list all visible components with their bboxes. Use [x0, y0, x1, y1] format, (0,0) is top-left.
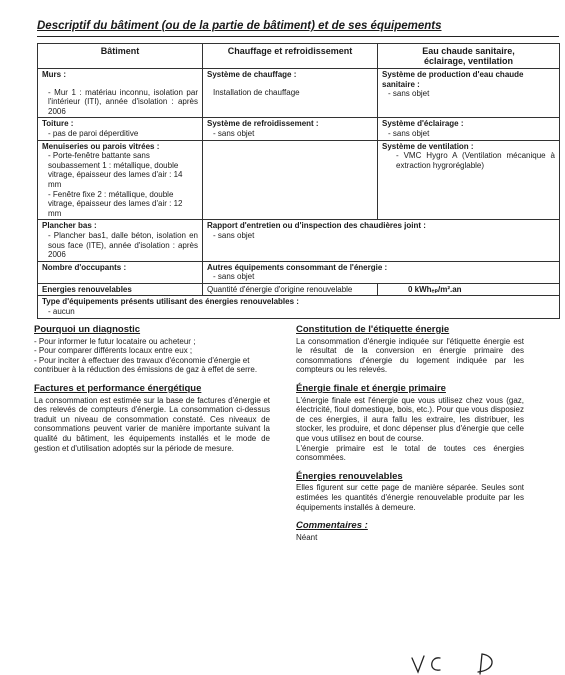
- toiture-label: Toiture :: [42, 119, 74, 129]
- handwritten-initials-signature: [408, 650, 498, 675]
- table-header-row: [38, 44, 560, 69]
- header-batiment: Bâtiment: [38, 44, 203, 69]
- pourquoi-body: - Pour informer le futur locataire ou acheteur ; - Pour comparer différents locaux entre eux ; - Pour inciter à effectuer des travaux d'économie d'énergie et contribuer à la réduction des émissions de gaz à effet de serre.: [34, 336, 258, 375]
- table-row-murs: [38, 69, 560, 118]
- cell-energies-renouvelables: [38, 283, 203, 296]
- chauffage-value: Installation de chauffage: [213, 87, 300, 97]
- autres-equipements-label: Autres équipements consommant de l'énergie :: [207, 262, 388, 272]
- header-chauffage: Chauffage et refroidissement: [203, 44, 378, 69]
- cell-menuiseries: [38, 140, 203, 220]
- cell-plancher: [38, 220, 203, 261]
- cell-quantite-energie: [203, 283, 378, 296]
- table-row-occupants: [38, 261, 560, 283]
- commentaires-title: Commentaires :: [296, 520, 368, 532]
- cell-occupants: [38, 261, 203, 283]
- cell-type-equipements: [38, 296, 560, 318]
- factures-title: Factures et performance énergétique: [34, 382, 202, 394]
- cell-quantite-energie-value: [378, 283, 560, 296]
- plancher-value: - Plancher bas1, dalle béton, isolation en sous face (ITE), année d'isolation : après 2006: [48, 230, 198, 260]
- constitution-body: La consommation d'énergie indiquée sur l'étiquette énergie est le résultat de la conversion en énergie primaire des consommations d'énergie du logement indiquée par les compteurs ou les relevés.: [296, 336, 524, 375]
- toiture-value: - pas de paroi déperditive: [48, 128, 139, 138]
- table-row-plancher: [38, 220, 560, 261]
- murs-label: Murs :: [42, 70, 66, 79]
- cell-empty-menuiseries: [203, 140, 378, 220]
- rapport-value: - sans objet: [213, 230, 255, 240]
- energie-finale-title: Énergie finale et énergie primaire: [296, 382, 446, 394]
- cell-toiture: [38, 118, 203, 140]
- table-row-toiture: [38, 118, 560, 140]
- cell-autres-equipements: [203, 261, 560, 283]
- header-eau-chaude: [378, 44, 560, 69]
- ventilation-label: Système de ventilation :: [382, 141, 474, 151]
- quantite-energie-label: Quantité d'énergie d'origine renouvelable: [207, 284, 353, 294]
- cell-production-ecs: [378, 69, 560, 118]
- cell-eclairage: [378, 118, 560, 140]
- left-column: [34, 325, 270, 462]
- plancher-label: Plancher bas :: [42, 221, 97, 231]
- murs-value: - Mur 1 : matériau inconnu, isolation par l'intérieur (ITI), année d'isolation : après 2006: [48, 87, 198, 116]
- cell-chauffage: [203, 69, 378, 118]
- occupants-label: Nombre d'occupants :: [42, 262, 127, 272]
- table-row-type-equipements: [38, 296, 560, 318]
- document-title: Descriptif du bâtiment (ou de la partie de bâtiment) et de ses équipements: [37, 20, 442, 32]
- commentaires-body: Néant: [296, 532, 318, 542]
- production-ecs-label: Système de production d'eau chaude sanitaire :: [382, 70, 524, 89]
- title-rule: [37, 36, 559, 37]
- cell-rapport-entretien: [203, 220, 560, 261]
- energie-finale-body: L'énergie finale est l'énergie que vous utilisez chez vous (gaz, électricité, fioul domestique, bois, etc.). Pour que vous disposiez de ces énergies, il aura fallu les extraire, les distribuer, les stocker, les produire, et donc dépenser plus d'énergie que celle que vous utilisez en bout de course. L'énergie primaire est le total de toutes ces énergies consommées.: [296, 395, 524, 463]
- table-row-energies-renouvelables: [38, 283, 560, 296]
- table-row-menuiseries: [38, 140, 560, 220]
- type-equipements-label: Type d'équipements présents utilisant des énergies renouvelables :: [42, 297, 299, 307]
- autres-equipements-value: - sans objet: [213, 272, 255, 282]
- quantite-energie-value: 0 kWhₑₚ/m².an: [408, 284, 462, 294]
- energies-renouvelables-label: Energies renouvelables: [42, 284, 132, 294]
- ventilation-value: - VMC Hygro A (Ventilation mécanique à extraction hygroréglable): [396, 151, 555, 170]
- menuiseries-label: Menuiseries ou parois vitrées :: [42, 141, 160, 151]
- refroidissement-value: - sans objet: [213, 128, 255, 138]
- pourquoi-title: Pourquoi un diagnostic: [34, 324, 141, 335]
- constitution-title: Constitution de l'étiquette énergie: [296, 324, 450, 335]
- chauffage-label: Système de chauffage :: [207, 70, 297, 79]
- production-ecs-value: - sans objet: [388, 89, 430, 99]
- eclairage-value: - sans objet: [388, 128, 430, 138]
- header-eau-chaude-line1: Eau chaude sanitaire,: [422, 46, 515, 56]
- eclairage-label: Système d'éclairage :: [382, 119, 464, 129]
- cell-refroidissement: [203, 118, 378, 140]
- right-column: [296, 325, 524, 551]
- menuiseries-value: - Porte-fenêtre battante sans soubassement 1 : métallique, double vitrage, épaisseur des lames d'air : 14 mm - Fenêtre fixe 2 : métallique, double vitrage, épaisseur des lames d'air : 12 mm: [48, 151, 183, 218]
- cell-murs: [38, 69, 203, 118]
- energies-renouvelables-body: Elles figurent sur cette page de manière séparée. Seules sont estimées les quantités d'énergie renouvelable produite par les équipements installés à demeure.: [296, 483, 524, 512]
- rapport-label: Rapport d'entretien ou d'inspection des chaudières joint :: [207, 221, 426, 231]
- equipment-table: [37, 43, 560, 319]
- factures-body: La consommation est estimée sur la base de factures d'énergie et des relevés de compteurs d'énergie. La consommation ci-dessus traduit un niveau de consommation constaté. Ces niveaux de consommations peuvent varier de manière importante suivant la qualité du bâtiment, les équipements installés et le mode de gestion et d'utilisation adoptés sur la période de mesure.: [34, 395, 270, 453]
- type-equipements-value: - aucun: [48, 307, 75, 317]
- energies-renouvelables-title: Énergies renouvelables: [296, 470, 403, 482]
- refroidissement-label: Système de refroidissement :: [207, 119, 319, 129]
- cell-ventilation: [378, 140, 560, 220]
- header-eau-chaude-line2: éclairage, ventilation: [423, 56, 514, 66]
